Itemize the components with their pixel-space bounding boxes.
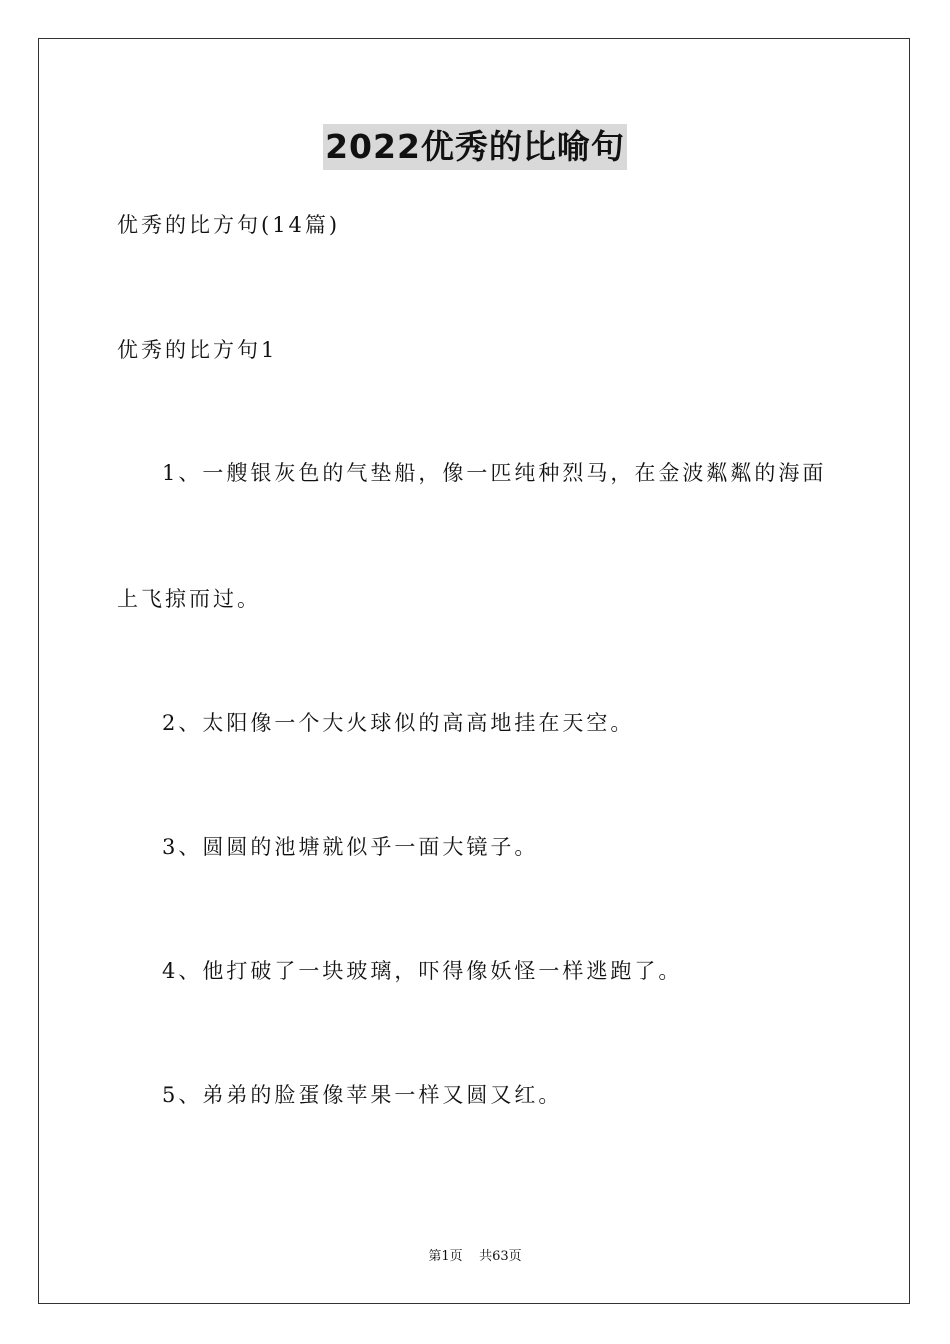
- paragraph-5: 5、弟弟的脸蛋像苹果一样又圆又红。: [162, 1083, 563, 1107]
- paragraph-1-line-1: 1、一艘银灰色的气垫船，像一匹纯种烈马，在金波粼粼的海面: [162, 461, 827, 485]
- paragraph-4: 4、他打破了一块玻璃，吓得像妖怪一样逃跑了。: [162, 959, 683, 983]
- document-subtitle: 优秀的比方句(14篇): [117, 213, 341, 237]
- document-title: [0, 124, 950, 170]
- footer-page-number: 第1页: [428, 1249, 463, 1264]
- paragraph-3: 3、圆圆的池塘就似乎一面大镜子。: [162, 835, 539, 859]
- page-footer: [0, 1248, 950, 1266]
- section-heading: 优秀的比方句1: [117, 338, 278, 362]
- document-title-text: 2022优秀的比喻句: [323, 124, 627, 170]
- footer-total-pages: 共63页: [479, 1249, 522, 1264]
- paragraph-2: 2、太阳像一个大火球似的高高地挂在天空。: [162, 711, 635, 735]
- paragraph-1-line-2: 上飞掠而过。: [117, 587, 261, 611]
